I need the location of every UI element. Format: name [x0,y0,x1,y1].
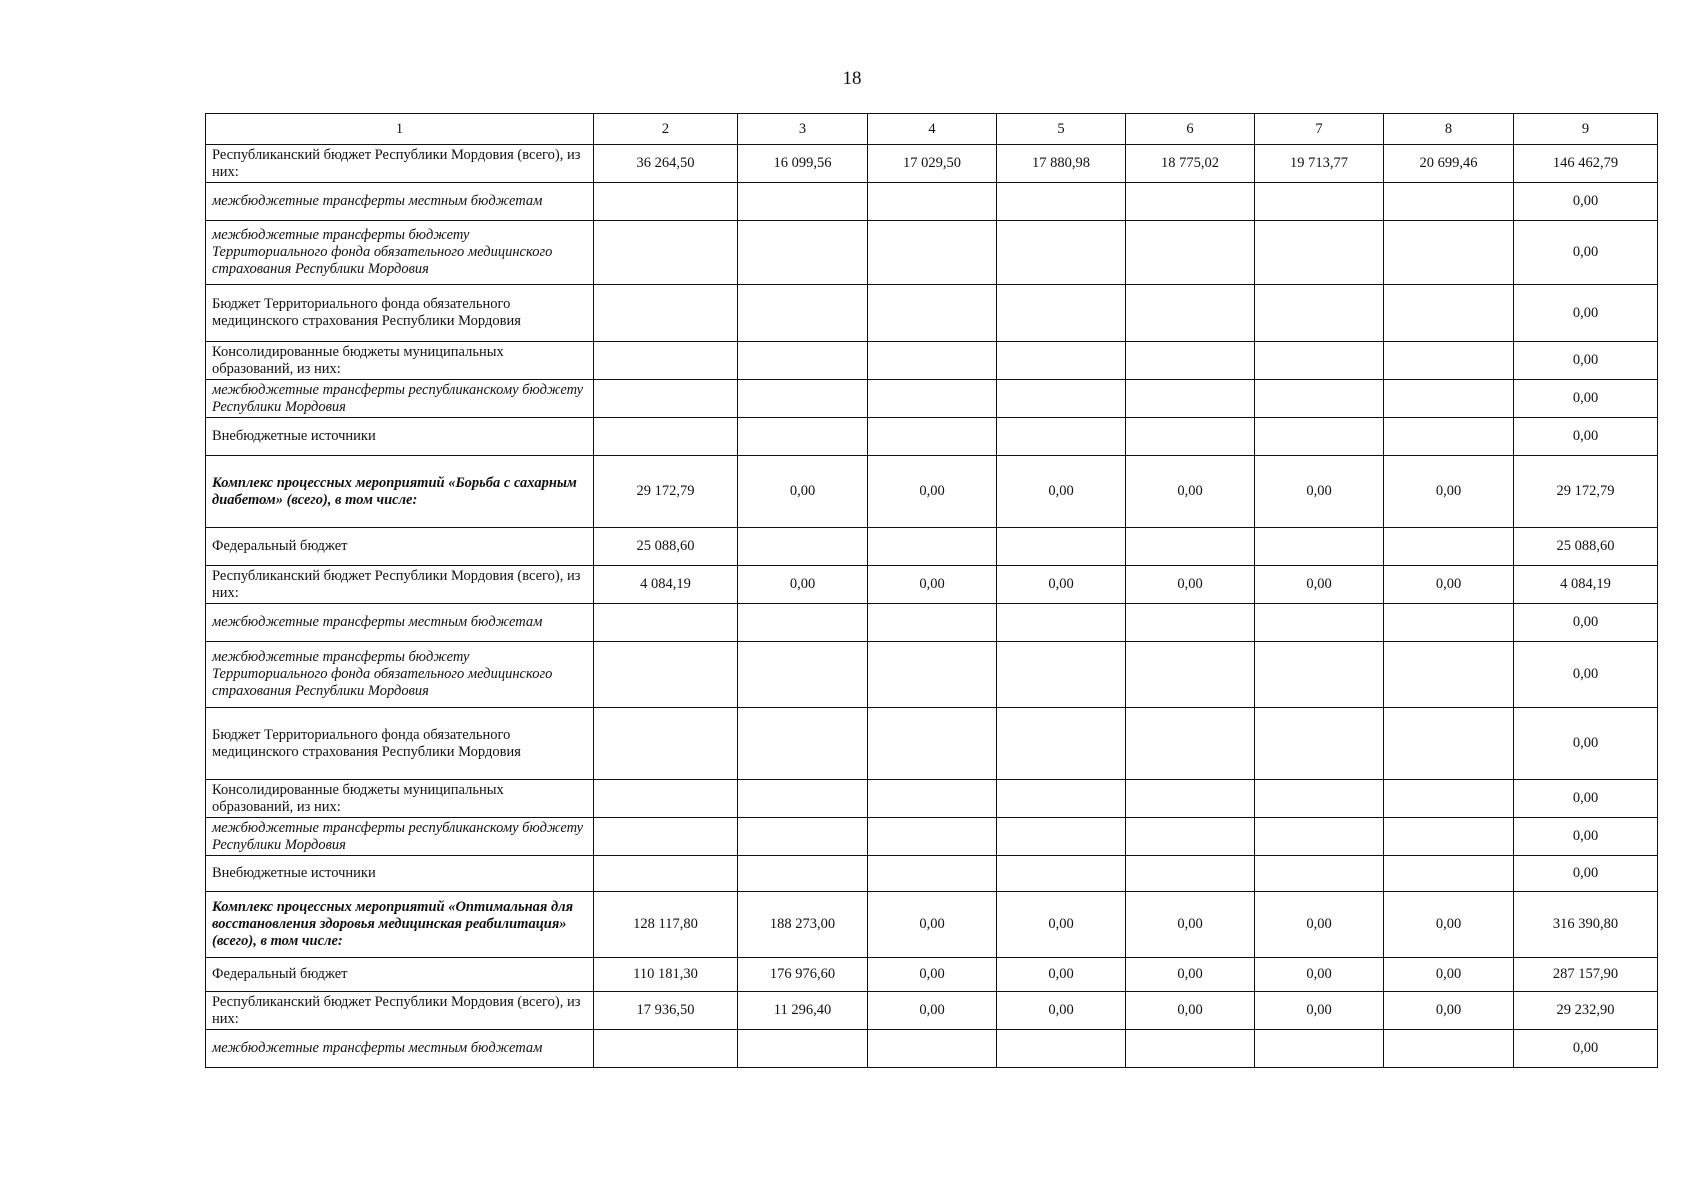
value-cell: 4 084,19 [594,566,738,604]
value-cell [1384,418,1514,456]
value-cell [1255,183,1384,221]
value-cell [738,528,868,566]
row-label: Федеральный бюджет [206,958,594,992]
value-cell [738,818,868,856]
value-cell: 0,00 [738,456,868,528]
row-total-cell: 25 088,60 [1514,528,1658,566]
value-cell: 0,00 [1255,958,1384,992]
value-cell [868,342,997,380]
value-cell [738,342,868,380]
value-cell [738,856,868,892]
value-cell [594,818,738,856]
row-label: межбюджетные трансферты местным бюджетам [206,1030,594,1068]
value-cell: 25 088,60 [594,528,738,566]
value-cell: 20 699,46 [1384,145,1514,183]
value-cell: 176 976,60 [738,958,868,992]
value-cell [868,418,997,456]
value-cell [1384,528,1514,566]
value-cell: 0,00 [997,992,1126,1030]
value-cell [997,604,1126,642]
value-cell: 0,00 [1126,992,1255,1030]
table-row [206,380,1658,418]
value-cell: 11 296,40 [738,992,868,1030]
value-cell [1255,528,1384,566]
value-cell [997,856,1126,892]
row-total-cell: 29 172,79 [1514,456,1658,528]
table-row [206,856,1658,892]
value-cell [868,708,997,780]
column-header: 1 [206,114,594,145]
value-cell [594,285,738,342]
value-cell [1384,642,1514,708]
value-cell [1255,708,1384,780]
value-cell: 0,00 [1255,892,1384,958]
row-total-cell: 0,00 [1514,342,1658,380]
row-total-cell: 4 084,19 [1514,566,1658,604]
row-total-cell: 0,00 [1514,604,1658,642]
value-cell [1384,221,1514,285]
value-cell: 0,00 [997,456,1126,528]
value-cell: 17 936,50 [594,992,738,1030]
row-label: Республиканский бюджет Республики Мордовия (всего), из них: [206,145,594,183]
value-cell: 16 099,56 [738,145,868,183]
column-header: 3 [738,114,868,145]
row-label: Федеральный бюджет [206,528,594,566]
table-row [206,992,1658,1030]
column-header: 5 [997,114,1126,145]
table-row [206,708,1658,780]
value-cell: 128 117,80 [594,892,738,958]
row-total-cell: 0,00 [1514,780,1658,818]
value-cell [997,418,1126,456]
row-label: Консолидированные бюджеты муниципальных образований, из них: [206,342,594,380]
value-cell: 0,00 [738,566,868,604]
column-header: 2 [594,114,738,145]
value-cell [997,780,1126,818]
value-cell [868,642,997,708]
row-label: Комплекс процессных мероприятий «Борьба с сахарным диабетом» (всего), в том числе: [206,456,594,528]
table-row [206,145,1658,183]
value-cell: 0,00 [1384,892,1514,958]
value-cell [594,856,738,892]
value-cell [594,1030,738,1068]
value-cell [997,183,1126,221]
page-number: 18 [842,68,862,89]
value-cell [1255,1030,1384,1068]
value-cell [1126,342,1255,380]
row-label: Республиканский бюджет Республики Мордовия (всего), из них: [206,992,594,1030]
value-cell [997,342,1126,380]
row-total-cell: 0,00 [1514,642,1658,708]
value-cell: 0,00 [868,992,997,1030]
row-label: межбюджетные трансферты республиканскому бюджету Республики Мордовия [206,380,594,418]
row-total-cell: 0,00 [1514,418,1658,456]
value-cell [997,708,1126,780]
value-cell: 0,00 [997,892,1126,958]
value-cell [997,285,1126,342]
table-row [206,221,1658,285]
table-header-row [206,114,1658,145]
row-total-cell: 316 390,80 [1514,892,1658,958]
value-cell [1384,818,1514,856]
value-cell [1126,183,1255,221]
value-cell [738,380,868,418]
value-cell: 0,00 [1255,456,1384,528]
value-cell: 17 029,50 [868,145,997,183]
value-cell [1384,780,1514,818]
value-cell [868,818,997,856]
value-cell [738,285,868,342]
value-cell [1126,780,1255,818]
value-cell: 0,00 [997,566,1126,604]
table-row [206,892,1658,958]
value-cell [868,604,997,642]
row-label: межбюджетные трансферты республиканскому бюджету Республики Мордовия [206,818,594,856]
value-cell [868,1030,997,1068]
table-row [206,818,1658,856]
row-total-cell: 0,00 [1514,818,1658,856]
value-cell: 0,00 [1384,566,1514,604]
value-cell [1255,342,1384,380]
value-cell: 0,00 [1255,992,1384,1030]
value-cell [1384,183,1514,221]
value-cell [738,418,868,456]
value-cell [868,380,997,418]
value-cell: 110 181,30 [594,958,738,992]
value-cell: 0,00 [1384,456,1514,528]
budget-table [205,113,1658,1068]
row-total-cell: 146 462,79 [1514,145,1658,183]
row-label: межбюджетные трансферты местным бюджетам [206,604,594,642]
value-cell [1126,221,1255,285]
value-cell [1255,856,1384,892]
row-label: Комплекс процессных мероприятий «Оптимальная для восстановления здоровья медицинская реабилитация» (всего), в том числе: [206,892,594,958]
value-cell: 0,00 [1126,456,1255,528]
value-cell [738,221,868,285]
value-cell [594,342,738,380]
value-cell [1255,780,1384,818]
value-cell: 19 713,77 [1255,145,1384,183]
row-label: Бюджет Территориального фонда обязательного медицинского страхования Республики Мордовия [206,708,594,780]
table-row [206,456,1658,528]
column-header: 6 [1126,114,1255,145]
value-cell: 36 264,50 [594,145,738,183]
value-cell [868,856,997,892]
value-cell [1126,1030,1255,1068]
value-cell: 29 172,79 [594,456,738,528]
column-header: 7 [1255,114,1384,145]
table-row [206,285,1658,342]
value-cell [997,380,1126,418]
row-total-cell: 287 157,90 [1514,958,1658,992]
row-total-cell: 0,00 [1514,708,1658,780]
value-cell: 0,00 [1126,566,1255,604]
row-label: межбюджетные трансферты местным бюджетам [206,183,594,221]
value-cell [594,708,738,780]
row-label: Внебюджетные источники [206,856,594,892]
table-row [206,642,1658,708]
row-label: межбюджетные трансферты бюджету Территориального фонда обязательного медицинского страхования Республики Мордовия [206,642,594,708]
value-cell [594,642,738,708]
row-label: межбюджетные трансферты бюджету Территориального фонда обязательного медицинского страхования Республики Мордовия [206,221,594,285]
value-cell [1255,418,1384,456]
value-cell [594,183,738,221]
row-total-cell: 0,00 [1514,221,1658,285]
value-cell [594,780,738,818]
value-cell [1126,285,1255,342]
value-cell [738,604,868,642]
value-cell [1384,604,1514,642]
value-cell [1126,818,1255,856]
table-row [206,342,1658,380]
table-row [206,1030,1658,1068]
column-header: 4 [868,114,997,145]
value-cell [1255,380,1384,418]
value-cell: 0,00 [868,958,997,992]
value-cell [1384,285,1514,342]
value-cell: 0,00 [1126,892,1255,958]
table-row [206,566,1658,604]
row-total-cell: 0,00 [1514,856,1658,892]
table-row [206,528,1658,566]
value-cell [1126,708,1255,780]
table-row [206,604,1658,642]
value-cell [1384,1030,1514,1068]
value-cell [594,604,738,642]
value-cell: 0,00 [1126,958,1255,992]
value-cell: 0,00 [1255,566,1384,604]
table-row [206,418,1658,456]
value-cell: 0,00 [1384,958,1514,992]
row-total-cell: 29 232,90 [1514,992,1658,1030]
value-cell [868,221,997,285]
row-total-cell: 0,00 [1514,1030,1658,1068]
value-cell: 18 775,02 [1126,145,1255,183]
value-cell [868,183,997,221]
value-cell [1384,380,1514,418]
value-cell [868,285,997,342]
value-cell: 188 273,00 [738,892,868,958]
value-cell: 17 880,98 [997,145,1126,183]
value-cell [1126,418,1255,456]
value-cell [738,183,868,221]
value-cell [738,642,868,708]
row-label: Бюджет Территориального фонда обязательного медицинского страхования Республики Мордовия [206,285,594,342]
row-total-cell: 0,00 [1514,285,1658,342]
value-cell: 0,00 [868,566,997,604]
value-cell [1255,285,1384,342]
row-total-cell: 0,00 [1514,183,1658,221]
value-cell [997,221,1126,285]
value-cell [738,780,868,818]
value-cell [868,528,997,566]
row-label: Внебюджетные источники [206,418,594,456]
value-cell [1255,642,1384,708]
column-header: 9 [1514,114,1658,145]
value-cell: 0,00 [997,958,1126,992]
value-cell [1126,528,1255,566]
column-header: 8 [1384,114,1514,145]
value-cell [1384,708,1514,780]
value-cell [738,708,868,780]
table-row [206,780,1658,818]
value-cell [1384,856,1514,892]
table-row [206,958,1658,992]
value-cell [1126,604,1255,642]
value-cell [1255,818,1384,856]
value-cell [594,221,738,285]
row-label: Консолидированные бюджеты муниципальных образований, из них: [206,780,594,818]
value-cell: 0,00 [1384,992,1514,1030]
value-cell [868,780,997,818]
value-cell [1255,221,1384,285]
value-cell [1384,342,1514,380]
value-cell [1126,856,1255,892]
row-total-cell: 0,00 [1514,380,1658,418]
value-cell [1126,642,1255,708]
value-cell [997,818,1126,856]
value-cell [594,380,738,418]
value-cell [997,642,1126,708]
row-label: Республиканский бюджет Республики Мордовия (всего), из них: [206,566,594,604]
value-cell [738,1030,868,1068]
value-cell [594,418,738,456]
value-cell [997,1030,1126,1068]
value-cell [1126,380,1255,418]
table-row [206,183,1658,221]
value-cell: 0,00 [868,456,997,528]
value-cell [997,528,1126,566]
value-cell: 0,00 [868,892,997,958]
value-cell [1255,604,1384,642]
table-body [206,114,1658,1068]
